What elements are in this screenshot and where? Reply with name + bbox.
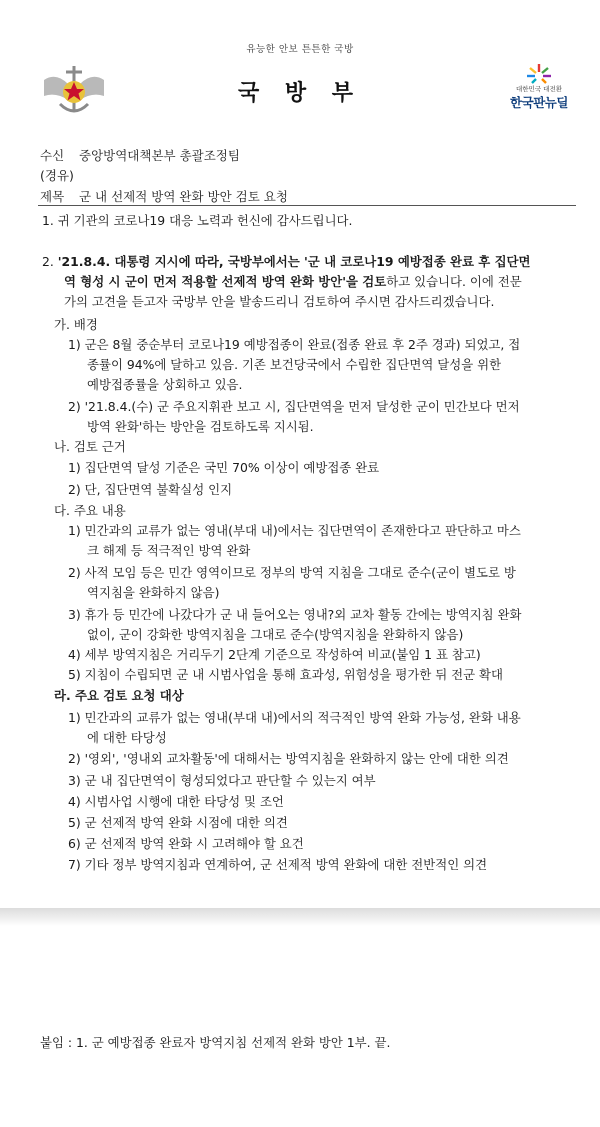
recipient-label: 수신 <box>40 148 65 163</box>
da-item-3-line-2: 없이, 군이 강화한 방역지침을 그대로 준수(방역지침을 완화하지 않음) <box>87 627 464 642</box>
paragraph-2-number: 2. <box>42 254 58 269</box>
ra-item-1-line-1: 1) 민간과의 교류가 없는 영내(부대 내)에서의 적극적인 방역 완화 가능성, 완화 내용 <box>68 710 521 725</box>
paragraph-2-line-3: 가의 고견을 듣고자 국방부 안을 발송드리니 검토하여 주시면 감사드리겠습니다. <box>64 294 495 309</box>
section-ra-heading: 라. 주요 검토 요청 대상 <box>54 688 184 703</box>
paragraph-2-rest: 하고 있습니다. 이에 전문 <box>386 274 522 289</box>
da-item-1-line-1: 1) 민간과의 교류가 없는 영내(부대 내)에서는 집단면역이 존재한다고 판단하고 마스 <box>68 523 521 538</box>
section-ga-heading: 가. 배경 <box>54 317 98 332</box>
paragraph-2-line-1 <box>42 252 530 270</box>
ra-item-5: 5) 군 선제적 방역 완화 시점에 대한 의견 <box>68 815 288 830</box>
na-item-2: 2) 단, 집단면역 불확실성 인지 <box>68 482 233 497</box>
ga-item-1-line-2: 종률이 94%에 달하고 있음. 기존 보건당국에서 수립한 집단면역 달성을 위한 <box>87 357 502 372</box>
da-item-5: 5) 지침이 수립되면 군 내 시범사업을 통해 효과성, 위험성을 평가한 뒤 전군 확대 <box>68 667 503 682</box>
ra-item-2: 2) '영외', '영내외 교차활동'에 대해서는 방역지침을 완화하지 않는 안에 대한 의견 <box>68 751 509 766</box>
via-line: (경유) <box>40 168 74 183</box>
subject-label: 제목 <box>40 189 65 204</box>
ra-item-3: 3) 군 내 집단면역이 형성되었다고 판단할 수 있는지 여부 <box>68 773 376 788</box>
da-item-4: 4) 세부 방역지침은 거리두기 2단계 기준으로 작성하여 비교(붙임 1 표 참고) <box>68 647 481 662</box>
recipient-line <box>40 146 240 164</box>
ga-item-1-line-3: 예방접종률을 상회하고 있음. <box>87 377 243 392</box>
paragraph-2-line-2 <box>64 272 522 290</box>
ga-item-2-line-1: 2) '21.8.4.(수) 군 주요지휘관 보고 시, 집단면역을 먼저 달성한 군이 민간보다 먼저 <box>68 399 520 414</box>
subject-line <box>40 187 288 205</box>
org-title: 국 방 부 <box>237 81 363 106</box>
ra-item-1-line-2: 에 대한 타당성 <box>87 730 167 745</box>
paragraph-1: 1. 귀 기관의 코로나19 대응 노력과 헌신에 감사드립니다. <box>42 213 353 228</box>
ga-item-2-line-2: 방역 완화'하는 방안을 검토하도록 지시됨. <box>87 419 314 434</box>
section-na-heading: 나. 검토 근거 <box>54 439 126 454</box>
subject-value: 군 내 선제적 방역 완화 방안 검토 요청 <box>79 189 288 204</box>
attachment-note: 붙임 : 1. 군 예방접종 완료자 방역지침 선제적 완화 방안 1부. 끝. <box>40 1035 391 1050</box>
da-item-1-line-2: 크 해제 등 적극적인 방역 완화 <box>87 543 251 558</box>
na-item-1: 1) 집단면역 달성 기준은 국민 70% 이상이 예방접종 완료 <box>68 460 380 475</box>
ga-item-1-line-1: 1) 군은 8월 중순부터 코로나19 예방접종이 완료(접종 완료 후 2주 경과) 되었고, 접 <box>68 337 521 352</box>
slogan: 유능한 안보 튼튼한 국방 <box>246 44 354 55</box>
paragraph-2-bold-1: '21.8.4. 대통령 지시에 따라, 국방부에서는 '군 내 코로나19 예방접종 완료 후 집단면 <box>57 254 531 269</box>
ra-item-7: 7) 기타 정부 방역지침과 연계하여, 군 선제적 방역 완화에 대한 전반적인 의견 <box>68 857 488 872</box>
new-deal-burst-icon <box>524 62 554 86</box>
recipient-value: 중앙방역대책본부 총괄조정팀 <box>79 148 240 163</box>
paragraph-2-bold-2: 역 형성 시 군이 먼저 적용할 선제적 방역 완화 방안'을 검토 <box>64 274 387 289</box>
da-item-3-line-1: 3) 휴가 등 민간에 나갔다가 군 내 들어오는 영내?외 교차 활동 간에는 방역지침 완화 <box>68 607 522 622</box>
ra-item-4: 4) 시범사업 시행에 대한 타당성 및 조언 <box>68 794 284 809</box>
da-item-2-line-1: 2) 사적 모임 등은 민간 영역이므로 정부의 방역 지침을 그대로 준수(군이 별도로 방 <box>68 565 516 580</box>
ra-item-6: 6) 군 선제적 방역 완화 시 고려해야 할 요건 <box>68 836 304 851</box>
korean-new-deal-logo <box>505 62 573 120</box>
page-break-separator <box>0 908 600 926</box>
logo-subtitle: 대한민국 대전환 <box>515 85 563 93</box>
da-item-2-line-2: 역지침을 완화하지 않음) <box>87 585 220 600</box>
subject-divider <box>38 205 576 206</box>
section-da-heading: 다. 주요 내용 <box>54 503 126 518</box>
logo-title: 한국판뉴딜 <box>510 95 568 110</box>
